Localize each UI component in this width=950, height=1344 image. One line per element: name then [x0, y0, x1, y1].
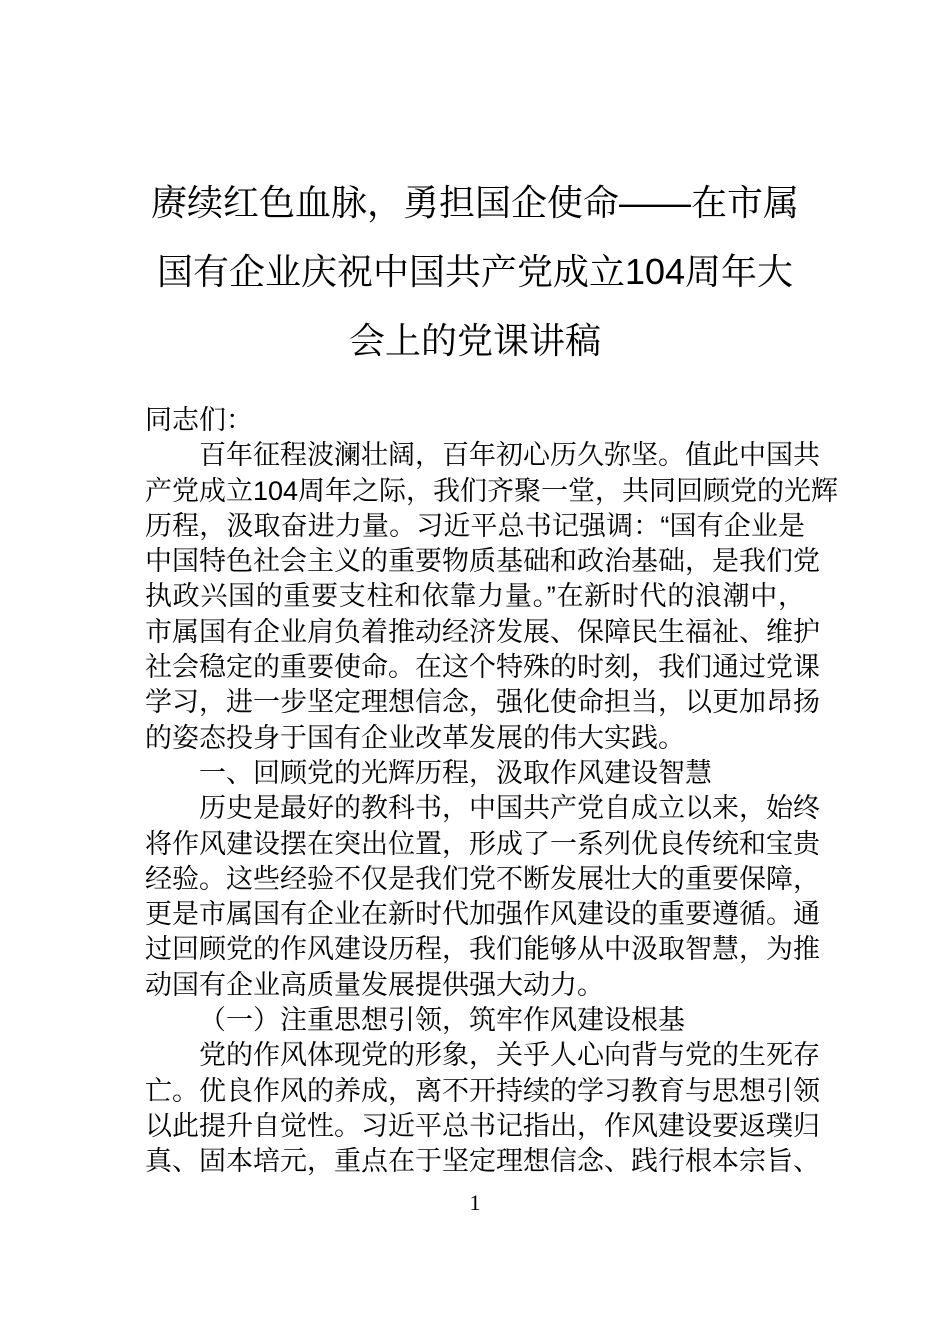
paragraph-line: 党的作风体现党的形象，关乎人心向背与党的生死存 [199, 1040, 820, 1071]
paragraph-line: 历史是最好的教科书，中国共产党自成立以来，始终 [199, 793, 820, 824]
paragraph-line: 执政兴国的重要支柱和依靠力量。”在新时代的浪潮中， [145, 581, 805, 612]
title-line: 国有企业庆祝中国共产党成立104周年大 [156, 251, 794, 292]
document-body [145, 403, 839, 1180]
title-line: 赓续红色血脉，勇担国企使命——在市属 [150, 182, 799, 223]
paragraph-line: 学习，进一步坚定理想信念，强化使命担当，以更加昂扬 [145, 687, 820, 718]
paragraph-line: 历程，汲取奋进力量。习近平总书记强调：“国有企业是 [145, 510, 805, 541]
paragraph-line: 中国特色社会主义的重要物质基础和政治基础，是我们党 [145, 546, 820, 577]
paragraph-line: 更是市属国有企业在新时代加强作风建设的重要遵循。通 [145, 899, 820, 930]
salutation: 同志们： [145, 405, 253, 435]
paragraph-line: 动国有企业高质量发展提供强大动力。 [145, 969, 604, 1000]
section-heading: 一、回顾党的光辉历程，汲取作风建设智慧 [199, 757, 712, 788]
title-line: 会上的党课讲稿 [348, 320, 601, 361]
paragraph-line: 的姿态投身于国有企业改革发展的伟大实践。 [145, 722, 685, 753]
section-heading: （一）注重思想引领，筑牢作风建设根基 [199, 1005, 685, 1036]
paragraph-line: 产党成立104周年之际，我们齐聚一堂，共同回顾党的光辉 [145, 475, 839, 506]
paragraph-line: 真、固本培元，重点在于坚定理想信念、践行根本宗旨、 [145, 1146, 820, 1177]
paragraph-line: 亡。优良作风的养成，离不开持续的学习教育与思想引领 [145, 1075, 820, 1106]
paragraph-line: 百年征程波澜壮阔，百年初心历久弥坚。值此中国共 [199, 440, 820, 471]
page-number: 1 [469, 1190, 481, 1215]
paragraph-line: 将作风建设摆在突出位置，形成了一系列优良传统和宝贵 [145, 828, 820, 859]
paragraph-line: 以此提升自觉性。习近平总书记指出，作风建设要返璞归 [145, 1110, 820, 1141]
document-title [140, 168, 810, 375]
paragraph-line: 过回顾党的作风建设历程，我们能够从中汲取智慧，为推 [145, 934, 820, 965]
paragraph-line: 经验。这些经验不仅是我们党不断发展壮大的重要保障， [145, 863, 820, 894]
paragraph-line: 市属国有企业肩负着推动经济发展、保障民生福祉、维护 [145, 616, 820, 647]
paragraph-line: 社会稳定的重要使命。在这个特殊的时刻，我们通过党课 [145, 652, 820, 683]
